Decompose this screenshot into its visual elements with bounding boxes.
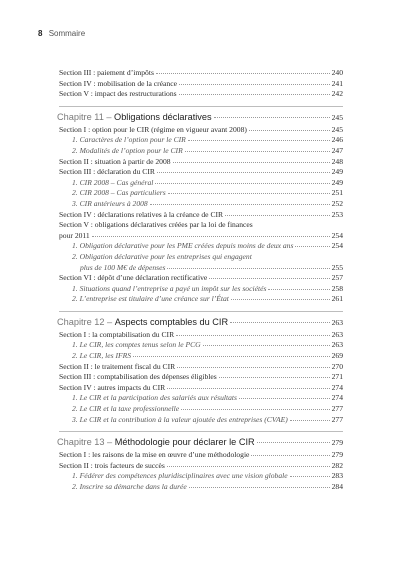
toc-subsection[interactable] <box>59 188 343 199</box>
toc-subsection-line1[interactable] <box>59 252 343 263</box>
toc-entry-page: 263 <box>331 329 343 339</box>
chapter-page: 245 <box>331 112 343 122</box>
toc-entry-page: 279 <box>331 450 343 460</box>
toc-subsection[interactable] <box>59 471 343 482</box>
toc-entry-page: 253 <box>331 209 343 219</box>
toc-entry-label: Section IV : autres impacts du CIR <box>59 382 166 392</box>
chapter-11-heading[interactable] <box>57 111 343 125</box>
toc-entry-label: Section V : obligations déclaratives créées par la loi de finances <box>59 220 253 230</box>
toc-entry-label: Section IV : mobilisation de la créance <box>59 78 177 88</box>
toc-entry-page: 248 <box>331 156 343 166</box>
dot-leader <box>295 245 329 247</box>
toc-entry-label: Section IV : déclarations relatives à la créance de CIR <box>59 209 224 219</box>
toc-entry-page: 271 <box>331 372 343 382</box>
toc-subsection[interactable] <box>59 351 343 362</box>
toc-entry-page: 263 <box>331 340 343 350</box>
chapter-number: Chapitre 12 – <box>57 316 113 327</box>
toc-entry-page: 240 <box>331 68 343 77</box>
dot-leader <box>179 93 330 95</box>
toc-subsection[interactable] <box>59 146 343 157</box>
toc-entry-label: 2. Le CIR et la taxe professionnelle <box>72 404 180 414</box>
toc-entry-page: 274 <box>331 393 343 403</box>
toc-section[interactable] <box>59 450 343 461</box>
toc-entry-page: 258 <box>331 283 343 293</box>
toc-subsection[interactable] <box>59 284 343 295</box>
toc-entry-label: 2. Le CIR, les IFRS <box>72 351 132 361</box>
toc-entry-page: 270 <box>331 361 343 371</box>
chapter-divider <box>59 431 343 432</box>
dot-leader <box>179 83 330 85</box>
dot-leader <box>209 277 329 279</box>
toc-entry-label: Section I : option pour le CIR (régime en vigueur avant 2008) <box>59 124 247 134</box>
toc-subsection-line2[interactable] <box>59 263 343 274</box>
dot-leader <box>268 288 329 290</box>
toc-entry-label: 2. Modalités de l’option pour le CIR <box>72 145 183 155</box>
toc-entry-page: 284 <box>331 482 343 491</box>
toc-subsection[interactable] <box>59 135 343 146</box>
toc-subsection[interactable] <box>59 482 343 493</box>
chapter-title: Méthodologie pour déclarer le CIR <box>114 437 255 448</box>
chapter-title: Obligations déclaratives <box>114 111 212 122</box>
toc-entry-label: pour 2011 <box>59 230 90 240</box>
dot-leader <box>231 298 330 300</box>
dot-leader <box>92 235 330 237</box>
toc-entry-label: 1. Le CIR et la participation des salariés aux résultats <box>72 393 237 403</box>
dot-leader <box>181 408 330 410</box>
toc-entry-label: 2. L’entreprise est titulaire d’une créance sur l’État <box>72 294 229 304</box>
dot-leader <box>155 182 329 184</box>
dot-leader <box>185 150 330 152</box>
dot-leader <box>225 214 329 216</box>
toc-entry-label: 2. CIR 2008 – Cas particuliers <box>72 188 166 198</box>
dot-leader <box>173 161 330 163</box>
toc-section[interactable] <box>59 167 343 178</box>
toc-entry-label: plus de 100 M€ de dépenses <box>80 262 166 272</box>
toc-subsection[interactable] <box>59 393 343 404</box>
toc-entry-page: 269 <box>331 351 343 361</box>
page-header <box>38 29 85 38</box>
toc-entry-page: 245 <box>331 124 343 134</box>
toc-entry-page: 249 <box>331 167 343 177</box>
toc-entry-page: 274 <box>331 382 343 392</box>
chapter-divider <box>59 311 343 312</box>
toc-entry-label: Section I : les raisons de la mise en œuvre d’une méthodologie <box>59 450 250 460</box>
chapter-number: Chapitre 13 – <box>57 437 113 448</box>
page-number: 8 <box>38 29 43 38</box>
toc-subsection[interactable] <box>59 199 343 210</box>
dot-leader <box>251 454 329 456</box>
dot-leader <box>156 72 330 74</box>
toc-entry-page: 261 <box>331 294 343 304</box>
toc-entry[interactable] <box>59 89 343 100</box>
toc-entry-label: 3. CIR antérieurs à 2008 <box>72 198 148 208</box>
toc-entry-page: 252 <box>331 198 343 208</box>
chapter-12-heading[interactable] <box>57 316 343 330</box>
toc-subsection[interactable] <box>59 241 343 252</box>
toc-entry-label: 1. Le CIR, les comptes tenus selon le PCG <box>72 340 201 350</box>
toc-section[interactable] <box>59 210 343 221</box>
dot-leader <box>177 366 329 368</box>
toc-section[interactable] <box>59 157 343 168</box>
toc-entry-label: 2. Inscrire sa démarche dans la durée <box>72 482 187 491</box>
toc-section[interactable] <box>59 273 343 284</box>
dot-leader <box>167 465 330 467</box>
toc-entry-page: 277 <box>331 404 343 414</box>
toc-entry-label: Section II : situation à partir de 2008 <box>59 156 171 166</box>
toc-entry-page: 241 <box>331 78 343 88</box>
dot-leader <box>188 139 330 141</box>
toc-entry-page: 242 <box>331 89 343 99</box>
toc-subsection[interactable] <box>59 294 343 305</box>
toc-section[interactable] <box>59 461 343 472</box>
toc-entry-page: 282 <box>331 460 343 470</box>
dot-leader <box>133 355 330 357</box>
dot-leader <box>168 192 330 194</box>
toc-entry-page: 249 <box>331 177 343 187</box>
dot-leader <box>290 419 330 421</box>
toc-entry-page: 283 <box>331 471 343 481</box>
dot-leader <box>157 171 330 173</box>
toc-subsection[interactable] <box>59 415 343 426</box>
dot-leader <box>230 322 330 323</box>
toc-section[interactable] <box>59 125 343 136</box>
dot-leader <box>150 203 330 205</box>
toc-entry-page: 246 <box>331 135 343 145</box>
toc-entry-page: 254 <box>331 241 343 251</box>
toc-section[interactable] <box>59 383 343 394</box>
toc-entry[interactable] <box>59 79 343 90</box>
dot-leader <box>239 397 330 399</box>
toc-subsection[interactable] <box>59 404 343 415</box>
toc-entry-label: 3. Le CIR et la contribution à la valeur ajoutée des entreprises (CVAE) <box>72 414 288 424</box>
dot-leader <box>249 129 330 131</box>
toc-entry-label: Section III : comptabilisation des dépenses éligibles <box>59 372 217 382</box>
toc-entry-label: 1. CIR 2008 – Cas général <box>72 177 154 187</box>
toc-entry-page: 247 <box>331 145 343 155</box>
chapter-page: 263 <box>331 317 343 327</box>
dot-leader <box>257 442 330 443</box>
toc-entry-page: 277 <box>331 414 343 424</box>
dot-leader <box>189 486 330 488</box>
toc-entry-label: Section II : trois facteurs de succès <box>59 460 165 470</box>
toc-subsection[interactable] <box>59 178 343 189</box>
toc-entry-page: 257 <box>331 273 343 283</box>
toc-entry-label: 1. Situations quand l’entreprise a payé un impôt sur les sociétés <box>72 283 267 293</box>
table-of-contents <box>59 68 343 493</box>
toc-section-line1[interactable] <box>59 220 343 231</box>
toc-entry[interactable] <box>59 68 343 79</box>
toc-entry-page: 251 <box>331 188 343 198</box>
toc-entry-page: 255 <box>331 262 343 272</box>
toc-entry-label: 2. Obligation déclarative pour les entreprises qui engagent <box>72 251 252 261</box>
chapter-title: Aspects comptables du CIR <box>114 316 229 327</box>
toc-entry-page: 254 <box>331 230 343 240</box>
running-title: Sommaire <box>48 29 86 38</box>
toc-entry-label: 1. Caractères de l’option pour le CIR <box>72 135 186 145</box>
toc-section[interactable] <box>59 330 343 341</box>
toc-entry-label: Section I : la comptabilisation du CIR <box>59 329 175 339</box>
dot-leader <box>203 344 330 346</box>
dot-leader <box>167 387 329 389</box>
toc-entry-label: Section VI : dépôt d’une déclaration rectificative <box>59 273 208 283</box>
toc-entry-label: 1. Fédérer des compétences pluridisciplinaires avec une vision globale <box>72 471 288 481</box>
dot-leader <box>167 267 329 269</box>
chapter-page: 279 <box>331 438 343 448</box>
toc-entry-label: 1. Obligation déclarative pour les PME créées depuis moins de deux ans <box>72 241 294 251</box>
toc-entry-label: Section III : paiement d’impôts <box>59 68 154 77</box>
toc-entry-label: Section III : déclaration du CIR <box>59 167 155 177</box>
toc-section[interactable] <box>59 362 343 373</box>
toc-subsection[interactable] <box>59 340 343 351</box>
toc-section[interactable] <box>59 372 343 383</box>
chapter-divider <box>59 106 343 107</box>
chapter-number: Chapitre 11 – <box>57 111 112 122</box>
toc-entry-label: Section II : le traitement fiscal du CIR <box>59 361 176 371</box>
toc-section-line2[interactable] <box>59 231 343 242</box>
dot-leader <box>176 334 329 336</box>
chapter-13-heading[interactable] <box>57 436 343 450</box>
dot-leader <box>290 475 330 477</box>
dot-leader <box>219 376 330 378</box>
toc-entry-label: Section V : impact des restructurations <box>59 89 177 99</box>
dot-leader <box>214 117 330 118</box>
